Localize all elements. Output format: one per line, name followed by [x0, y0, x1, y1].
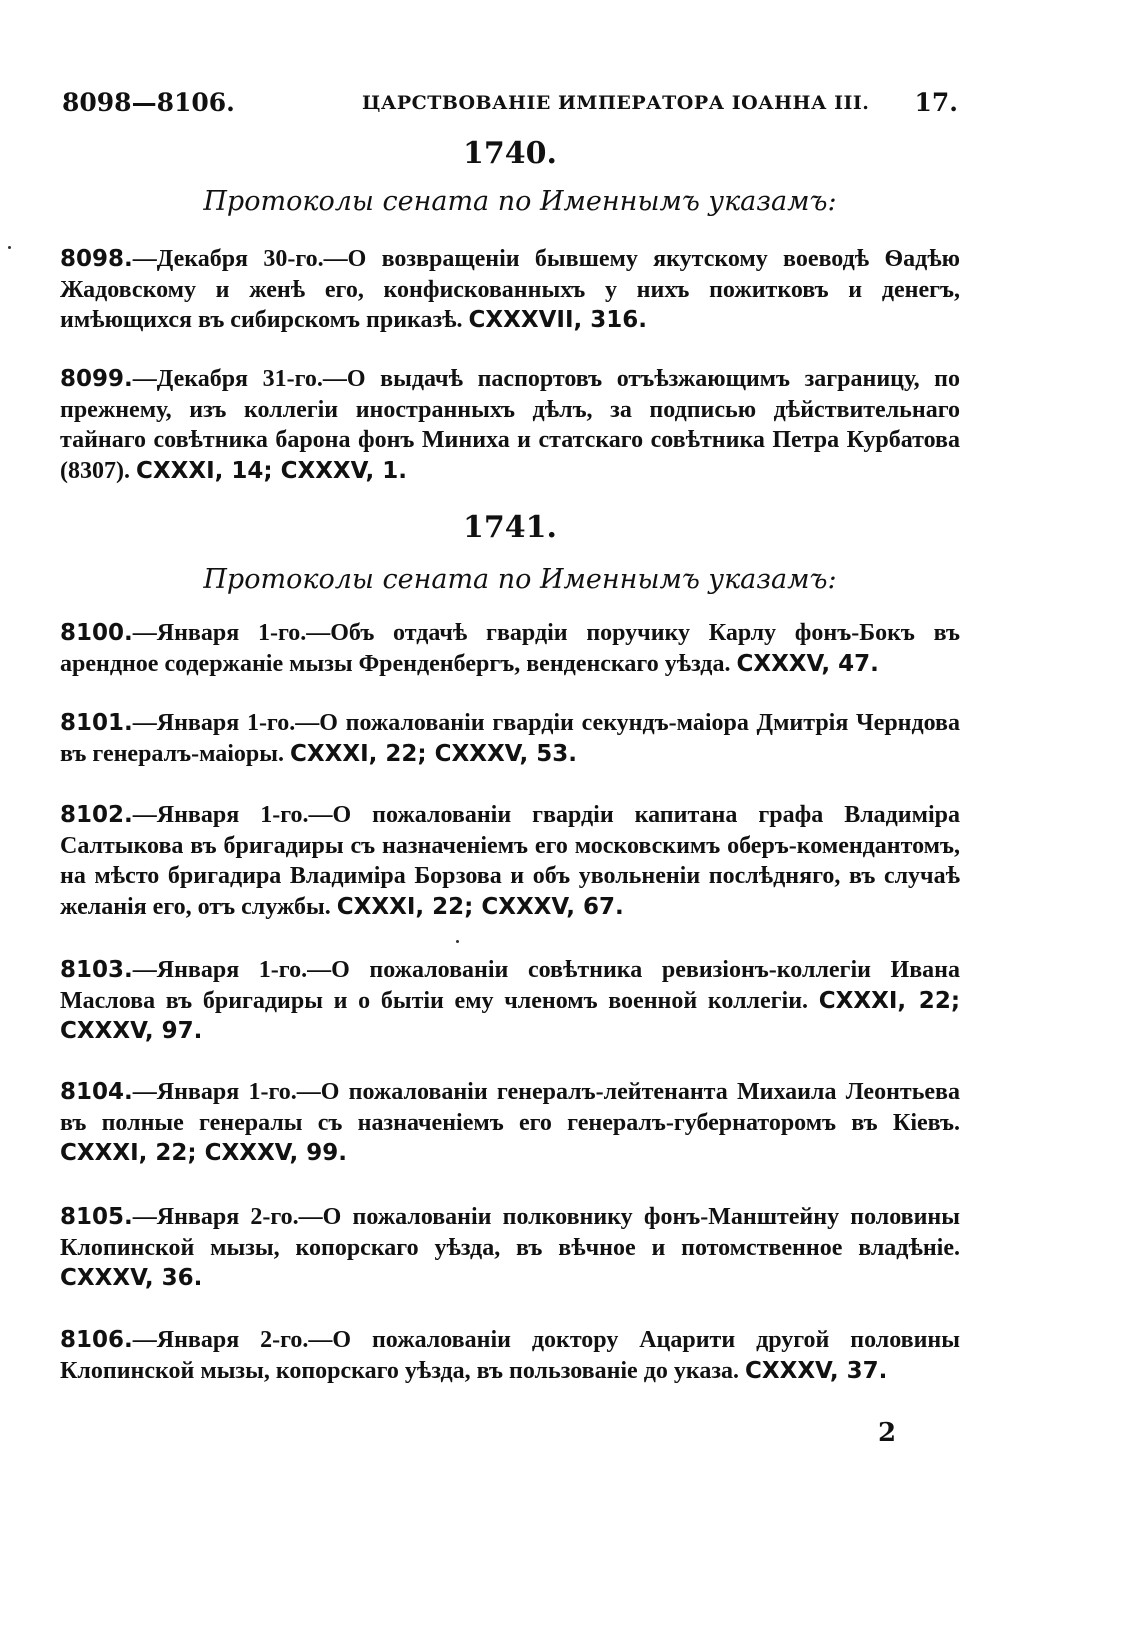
entry-refs: CXXXV, 47.: [736, 650, 879, 677]
entry-number: 8099.: [60, 366, 133, 392]
entry-text: —Января 1-го.—О пожалованіи генералъ-лейтенанта Михаила Леонтьева въ полные генералы съ назначеніемъ его генералъ-губернаторомъ въ Кіевъ.: [60, 1079, 960, 1136]
running-title: ЦАРСТВОВАНІЕ ИМПЕРАТОРА ІОАННА III.: [362, 92, 870, 114]
entry-number: 8106.: [60, 1327, 133, 1353]
entry-8098: [60, 244, 960, 336]
entry-text: —Января 1-го.—О пожалованіи совѣтника ревизіонъ-коллегіи Ивана Маслова въ бригадиры и о бытіи ему членомъ военной коллегіи.: [60, 957, 960, 1014]
entry-8104: [60, 1077, 960, 1169]
entry-refs: CXXXVII, 316.: [468, 307, 648, 333]
entry-number: 8101.: [60, 710, 133, 736]
entry-refs: CXXXV, 37.: [744, 1357, 888, 1384]
entry-number: 8105.: [60, 1204, 133, 1230]
entry-number: 8103.: [60, 957, 133, 983]
entry-refs: CXXXI, 22; CXXXV, 53.: [290, 740, 578, 767]
entry-number: 8102.: [60, 802, 133, 828]
printer-signature-mark: 2: [878, 1418, 897, 1448]
entry-number: 8098.: [60, 246, 133, 272]
entry-text: —Января 1-го.—Объ отдачѣ гвардіи поручику Карлу фонъ-Бокъ въ арендное содержаніе мызы Френденбергъ, венденскаго уѣзда.: [60, 620, 960, 677]
entry-refs: CXXXI, 22; CXXXV, 67.: [336, 893, 624, 920]
entry-8106: [60, 1325, 960, 1386]
entry-text: —Января 2-го.—О пожалованіи доктору Ацарити другой половины Клопинской мызы, копорскаго уѣзда, въ пользованіе до указа.: [60, 1327, 960, 1384]
entry-refs: CXXXI, 22; CXXXV, 97.: [60, 987, 961, 1044]
scan-speck: [456, 940, 459, 943]
entry-8103: [60, 955, 960, 1047]
entry-8100: [60, 618, 960, 679]
entry-text: —Января 1-го.—О пожалованіи гвардіи капитана графа Владиміра Салтыкова въ бригадиры съ назначеніемъ его московскимъ оберъ-комендантомъ, на мѣсто бригадира Владиміра Борзова и объ увольненіи послѣдняго, въ случаѣ желанія его, отъ службы.: [60, 802, 960, 920]
page-number: 17.: [914, 88, 958, 117]
section-heading-1740: Протоколы сената по Именнымъ указамъ:: [203, 186, 837, 217]
year-heading-1740: 1740.: [463, 136, 557, 171]
entry-refs: CXXXI, 22; CXXXV, 99.: [60, 1140, 347, 1166]
entry-refs: CXXXI, 14; CXXXV, 1.: [135, 457, 407, 484]
entry-text: —Декабря 30-го.—О возвращеніи бывшему якутскому воеводѣ Ѳадѣю Жадовскому и женѣ его, конфискованныхъ у нихъ пожитковъ и денегъ, имѣющихся въ сибирскомъ приказѣ.: [60, 246, 960, 333]
entry-8101: [60, 708, 960, 769]
entry-range: 8098—8106.: [62, 88, 235, 117]
entry-text: —Января 1-го.—О пожалованіи гвардіи секундъ-маіора Дмитрія Черндова въ генералъ-маіоры.: [60, 710, 960, 767]
running-header: [62, 88, 958, 124]
entry-text: —Января 2-го.—О пожалованіи полковнику фонъ-Манштейну половины Клопинской мызы, копорскаго уѣзда, въ вѣчное и потомственное владѣніе.: [60, 1204, 960, 1261]
year-heading-1741: 1741.: [463, 510, 557, 545]
entry-refs: CXXXV, 36.: [60, 1265, 203, 1291]
entry-8105: [60, 1202, 960, 1294]
scan-speck: [8, 246, 11, 249]
entry-number: 8104.: [60, 1079, 133, 1105]
entry-number: 8100.: [60, 620, 133, 646]
section-heading-1741: Протоколы сената по Именнымъ указамъ:: [203, 564, 837, 595]
entry-text: —Декабря 31-го.—О выдачѣ паспортовъ отъѣзжающимъ заграницу, по прежнему, изъ коллегіи иностранныхъ дѣлъ, за подписью дѣйствительнаго тайнаго совѣтника барона фонъ Миниха и статскаго совѣтника Петра Курбатова (8307).: [60, 366, 960, 484]
entry-8099: [60, 364, 960, 486]
entry-8102: [60, 800, 960, 922]
